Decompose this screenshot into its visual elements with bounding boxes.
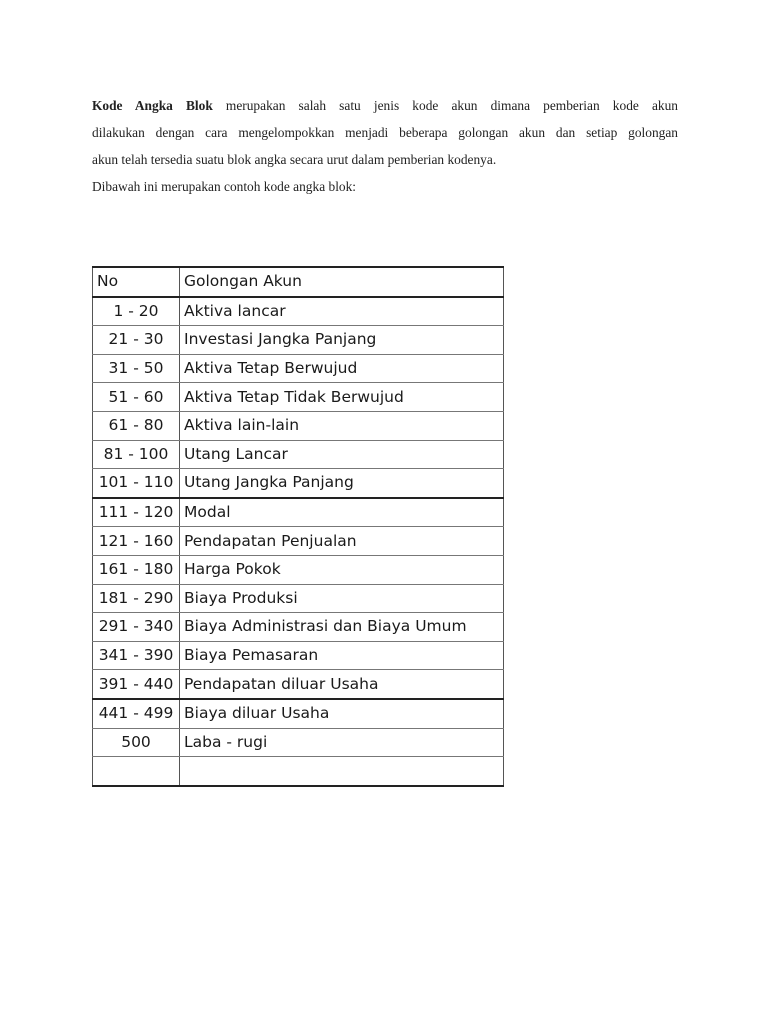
row-akun: Investasi Jangka Panjang [180, 326, 504, 355]
table-row [93, 584, 504, 613]
table-row [93, 411, 504, 440]
row-no: 181 - 290 [93, 584, 180, 613]
row-akun: Laba - rugi [180, 728, 504, 757]
row-no: 391 - 440 [93, 670, 180, 699]
table-row [93, 699, 504, 728]
row-akun: Pendapatan Penjualan [180, 527, 504, 556]
table-header-row [93, 267, 504, 297]
intro-line-3: akun telah tersedia suatu blok angka secara urut dalam pemberian kodenya. [92, 152, 497, 167]
table-row [93, 555, 504, 584]
row-no: 1 - 20 [93, 297, 180, 326]
intro-line-2: dilakukan dengan cara mengelompokkan menjadi beberapa golongan akun dan setiap golongan [92, 125, 678, 140]
row-akun: Utang Lancar [180, 440, 504, 469]
table-row [93, 670, 504, 699]
row-akun [180, 757, 504, 786]
kode-angka-blok-table-wrap [92, 266, 504, 787]
table-row [93, 498, 504, 527]
row-no [93, 757, 180, 786]
table-row [93, 383, 504, 412]
table-row [93, 326, 504, 355]
table-row-empty [93, 757, 504, 786]
row-akun: Biaya Produksi [180, 584, 504, 613]
table-row [93, 440, 504, 469]
table-row [93, 613, 504, 642]
row-no: 51 - 60 [93, 383, 180, 412]
row-akun: Aktiva Tetap Tidak Berwujud [180, 383, 504, 412]
intro-line-1-rest: merupakan salah satu jenis kode akun dimana pemberian kode akun [225, 98, 678, 113]
row-no: 341 - 390 [93, 641, 180, 670]
row-no: 61 - 80 [93, 411, 180, 440]
intro-line-4: Dibawah ini merupakan contoh kode angka blok: [92, 179, 357, 194]
row-no: 81 - 100 [93, 440, 180, 469]
row-akun: Modal [180, 498, 504, 527]
row-no: 21 - 30 [93, 326, 180, 355]
header-golongan-akun: Golongan Akun [180, 267, 504, 297]
row-akun: Biaya Administrasi dan Biaya Umum [180, 613, 504, 642]
table-row [93, 469, 504, 498]
row-no: 441 - 499 [93, 699, 180, 728]
row-no: 101 - 110 [93, 469, 180, 498]
table-row [93, 354, 504, 383]
table-row [93, 641, 504, 670]
table-row [93, 297, 504, 326]
row-no: 111 - 120 [93, 498, 180, 527]
row-no: 291 - 340 [93, 613, 180, 642]
row-akun: Biaya Pemasaran [180, 641, 504, 670]
header-no: No [93, 267, 180, 297]
row-akun: Biaya diluar Usaha [180, 699, 504, 728]
row-no: 31 - 50 [93, 354, 180, 383]
row-akun: Harga Pokok [180, 555, 504, 584]
kode-angka-blok-table [92, 266, 504, 787]
row-no: 121 - 160 [93, 527, 180, 556]
row-akun: Aktiva Tetap Berwujud [180, 354, 504, 383]
table-row [93, 527, 504, 556]
intro-line-1 [92, 92, 678, 119]
row-akun: Aktiva lancar [180, 297, 504, 326]
row-akun: Aktiva lain-lain [180, 411, 504, 440]
row-akun: Utang Jangka Panjang [180, 469, 504, 498]
table-row [93, 728, 504, 757]
row-no: 500 [93, 728, 180, 757]
row-no: 161 - 180 [93, 555, 180, 584]
row-akun: Pendapatan diluar Usaha [180, 670, 504, 699]
intro-term: Kode Angka Blok [92, 98, 213, 113]
